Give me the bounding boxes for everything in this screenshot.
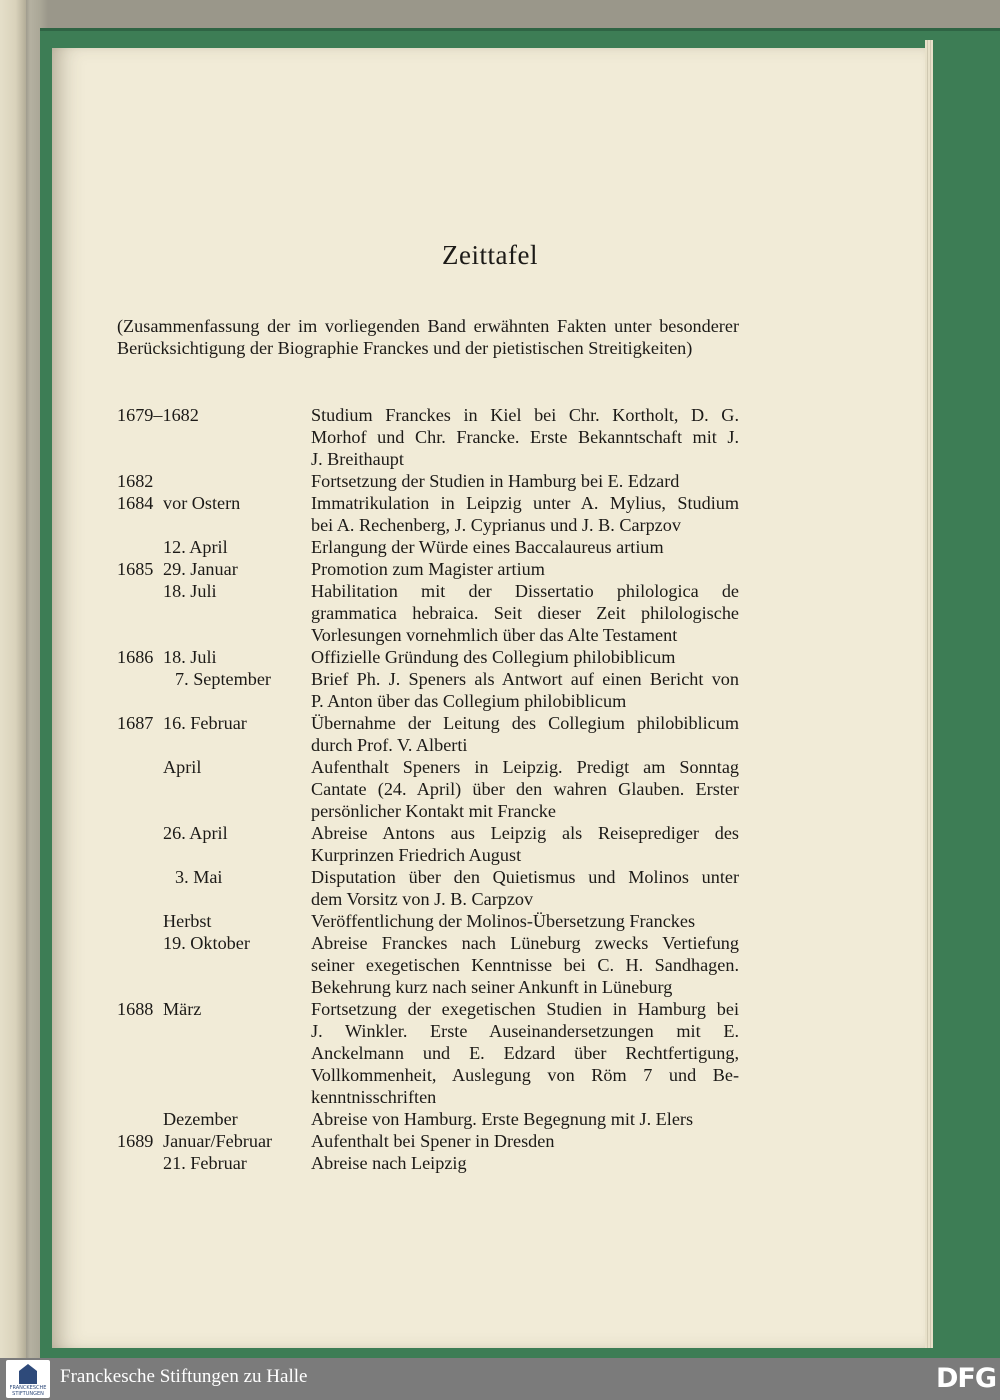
entry-description-line: Anckelmann und E. Edzard über Rechtfertigung,	[311, 1043, 739, 1063]
entry-description	[311, 998, 739, 1108]
entry-date: 18. Juli	[163, 647, 217, 667]
entry-description-line: grammatica hebraica. Seit dieser Zeit philologische	[311, 603, 739, 623]
entry-description-line: seiner exegetischen Kenntnisse bei C. H. Sandhagen.	[311, 955, 739, 975]
entry-description	[311, 646, 739, 668]
entry-year: 1687	[117, 713, 154, 733]
entry-date: Dezember	[163, 1109, 238, 1129]
entry-description-line: Abreise Antons aus Leipzig als Reiseprediger des	[311, 823, 739, 843]
entry-description-line: Immatrikulation in Leipzig unter A. Mylius, Studium	[311, 493, 739, 513]
entry-year: 1689	[117, 1131, 154, 1151]
entry-description	[311, 756, 739, 822]
logo-caption-1: FRANCKESCHE	[9, 1385, 47, 1391]
entry-date: 18. Juli	[163, 581, 217, 601]
intro-paragraph: (Zusammenfassung der im vorliegenden Band erwähnten Fakten unter besonderer Berücksichtigung der Biographie Franckes und der pietistischen Streitigkeiten)	[117, 316, 739, 358]
footer-bar	[0, 1358, 1000, 1400]
entry-description-line: bei A. Rechenberg, J. Cyprianus und J. B. Carpzov	[311, 515, 681, 535]
entry-description-line: Cantate (24. April) über den wahren Glauben. Erster	[311, 779, 739, 799]
entry-description-line: Studium Franckes in Kiel bei Chr. Kortholt, D. G.	[311, 405, 739, 425]
footer-institution: Franckesche Stiftungen zu Halle	[60, 1366, 308, 1387]
entry-year: 1688	[117, 999, 154, 1019]
entry-date: 16. Februar	[163, 713, 247, 733]
entry-description-line: J. Winkler. Erste Auseinandersetzungen mit E.	[311, 1021, 739, 1041]
entry-date: 7. September	[175, 669, 271, 689]
entry-date: 19. Oktober	[163, 933, 250, 953]
page-title: Zeittafel	[442, 240, 538, 270]
entry-description	[311, 580, 739, 646]
entry-description	[311, 558, 739, 580]
entry-description	[311, 1130, 739, 1152]
entry-year: 1686	[117, 647, 154, 667]
entry-date: Herbst	[163, 911, 212, 931]
entry-year: 1679–1682	[117, 405, 199, 425]
entry-description-line: kenntnisschriften	[311, 1087, 437, 1107]
entry-description	[311, 822, 739, 866]
entry-description	[311, 668, 739, 712]
dfg-logo: DFG	[936, 1363, 997, 1394]
entry-description-line: Fortsetzung der Studien in Hamburg bei E. Edzard	[311, 471, 680, 491]
entry-description-line: Abreise nach Leipzig	[311, 1153, 467, 1173]
entry-description-line: Abreise von Hamburg. Erste Begegnung mit J. Elers	[311, 1109, 694, 1129]
entry-date: 21. Februar	[163, 1153, 247, 1173]
entry-description-line: persönlicher Kontakt mit Francke	[311, 801, 556, 821]
entry-description-line: Bekehrung kurz nach seiner Ankunft in Lüneburg	[311, 977, 673, 997]
entry-description-line: Abreise Franckes nach Lüneburg zwecks Vertiefung	[311, 933, 739, 953]
franckesche-stiftungen-logo	[6, 1360, 50, 1398]
entry-description-line: Kurprinzen Friedrich August	[311, 845, 522, 865]
entry-description-line: P. Anton über das Collegium philobiblicum	[311, 691, 627, 711]
entry-date: 29. Januar	[163, 559, 238, 579]
entry-date: 26. April	[163, 823, 228, 843]
entry-year: 1684	[117, 493, 154, 513]
entry-date: 12. April	[163, 537, 228, 557]
entry-description	[311, 470, 739, 492]
logo-caption-2: STIFTUNGEN	[12, 1391, 44, 1397]
entry-description	[311, 866, 739, 910]
entry-description-line: Veröffentlichung der Molinos-Übersetzung Franckes	[311, 911, 696, 931]
entry-date: Januar/Februar	[163, 1131, 273, 1151]
entry-date: April	[163, 757, 202, 777]
entry-date: März	[163, 999, 202, 1019]
entry-year: 1685	[117, 559, 154, 579]
entry-description-line: Erlangung der Würde eines Baccalaureus artium	[311, 537, 664, 557]
entry-year: 1682	[117, 471, 154, 491]
entry-description	[311, 712, 739, 756]
entry-description-line: Promotion zum Magister artium	[311, 559, 545, 579]
entry-description	[311, 910, 739, 932]
entry-description-line: Übernahme der Leitung des Collegium philobiblicum	[311, 713, 739, 733]
entry-description-line: J. Breithaupt	[311, 449, 404, 469]
entry-description-line: Habilitation mit der Dissertatio philologica de	[311, 581, 739, 601]
entry-description-line: Aufenthalt bei Spener in Dresden	[311, 1131, 555, 1151]
tower-icon	[19, 1364, 37, 1384]
entry-date: vor Ostern	[163, 493, 241, 513]
entry-description	[311, 1152, 739, 1174]
entry-description-line: Disputation über den Quietismus und Molinos unter	[311, 867, 739, 887]
entry-description-line: Offizielle Gründung des Collegium philobiblicum	[311, 647, 676, 667]
entry-description-line: Vorlesungen vornehmlich über das Alte Testament	[311, 625, 678, 645]
entry-description-line: durch Prof. V. Alberti	[311, 735, 468, 755]
entry-description-line: Brief Ph. J. Speners als Antwort auf einen Bericht von	[311, 669, 739, 689]
entry-description-line: Vollkommenheit, Auslegung von Röm 7 und Be-	[311, 1065, 739, 1085]
entry-description	[311, 536, 739, 558]
entry-description	[311, 932, 739, 998]
entry-description	[311, 492, 739, 536]
entry-date: 3. Mai	[175, 867, 223, 887]
entry-description	[311, 1108, 739, 1130]
entry-description-line: Fortsetzung der exegetischen Studien in Hamburg bei	[311, 999, 739, 1019]
entry-description-line: Morhof und Chr. Francke. Erste Bekanntschaft mit J.	[311, 427, 739, 447]
entry-description	[311, 404, 739, 470]
entry-description-line: dem Vorsitz von J. B. Carpzov	[311, 889, 534, 909]
entry-description-line: Aufenthalt Speners in Leipzig. Predigt am Sonntag	[311, 757, 739, 777]
